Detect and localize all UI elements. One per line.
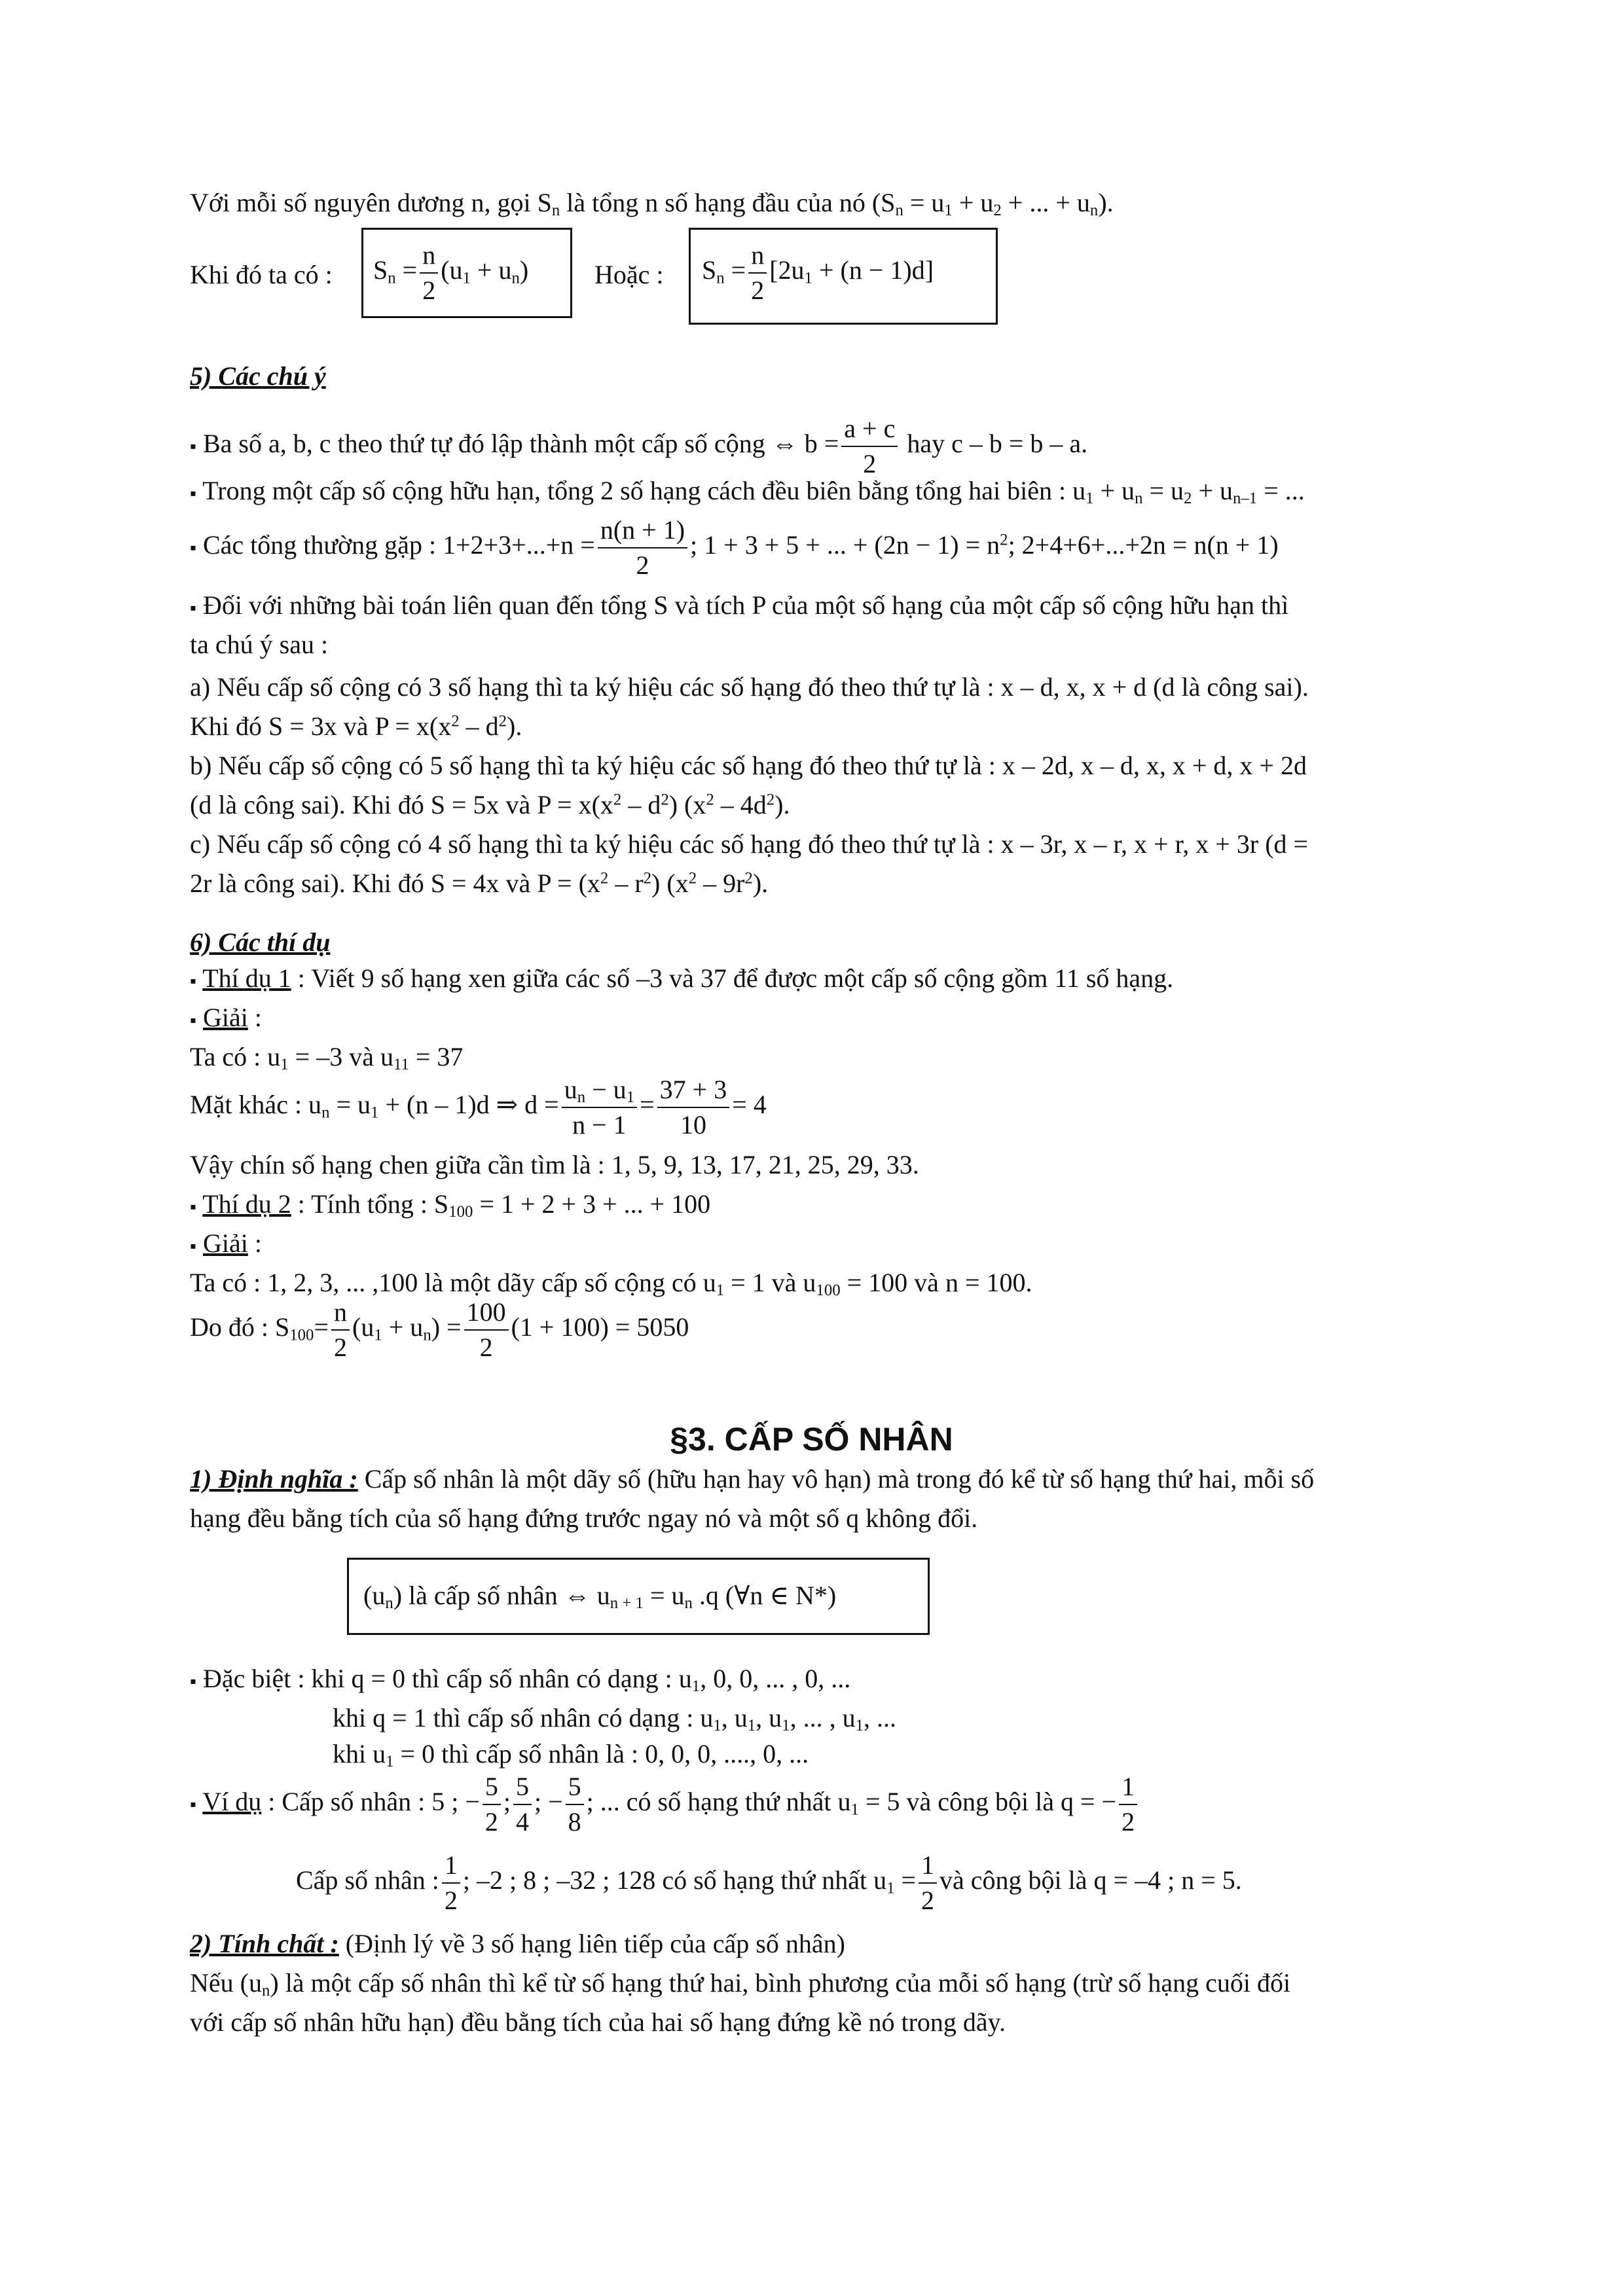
bullet-icon: ▪ xyxy=(190,598,196,619)
note-2: ▪ Trong một cấp số cộng hữu hạn, tổng 2 số hạng cách đều biên bằng tổng hai biên : $u_1 + u_n = u_2 + u_{n-1}$ = ... xyxy=(190,476,1305,508)
special-line-1: ▪ Đặc biệt : khi q = 0 thì cấp số nhân có dạng : $u_1$, 0, 0, ... , 0, ... xyxy=(190,1664,851,1696)
definition-formula: $(u_n)$ là cấp số nhân ⇔ $u_{n + 1} = u_n$ .q (∀n ∈ N*) xyxy=(363,1581,837,1613)
sum-formula-or: Hoặc : xyxy=(594,260,664,289)
sum-formula-1: $S_n$ = $\frac{n}{2}$ $(u_1 + u_n)$ xyxy=(373,240,529,305)
notes-title: 5) Các chú ý xyxy=(190,361,326,391)
sum-intro-line: Với mỗi số nguyên dương n, gọi $S_n$ là tổng n số hạng đầu của nó ($S_n = u_1 + u_2$ + ... + $u_n$). xyxy=(190,188,1114,220)
special-line-2: khi q = 1 thì cấp số nhân có dạng : $u_1$, $u_1$, $u_1$, ... , $u_1$, ... xyxy=(333,1703,896,1735)
property-title-line: 2) Tính chất : (Định lý về 3 số hạng liên tiếp của cấp số nhân) xyxy=(190,1929,845,1958)
note-4-line-1: ▪ Đối với những bài toán liên quan đến tổng S và tích P của một số hạng của một cấp số cộng hữu hạn thì xyxy=(190,590,1289,620)
sum-formula-2: $S_n$ = $\frac{n}{2}$ $[2u_1 + (n - 1)d]$ xyxy=(702,240,934,305)
bullet-icon: ▪ xyxy=(190,1236,196,1257)
bullet-icon: ▪ xyxy=(190,1795,196,1816)
example-2-prompt: ▪ Thí dụ 2 : Tính tổng : $S_{100} = 1 + 2 + 3$ + ... + 100 xyxy=(190,1189,711,1221)
example-1-prompt: ▪ Thí dụ 1 : Viết 9 số hạng xen giữa các số –3 và 37 để được một cấp số cộng gồm 11 số hạng. xyxy=(190,963,1174,993)
note-a-line-2: Khi đó S = 3x và $P = x(x^2 - d^2)$. xyxy=(190,711,522,741)
bullet-icon: ▪ xyxy=(190,1197,196,1217)
example-gp-line-1: ▪ Ví dụ : Cấp số nhân : 5 ; − $\frac{5}{2}$ ; $\frac{5}{4}$ ; − $\frac{5}{8}$ ; ... có số hạng thứ nhất $u_1 = 5$ và công bội là q = − $\frac{1}{2}$ xyxy=(190,1774,1140,1835)
note-a-line-1: a) Nếu cấp số cộng có 3 số hạng thì ta ký hiệu các số hạng đó theo thứ tự là : x – d, x, x + d (d là công sai). xyxy=(190,672,1309,702)
note-b-line-1: b) Nếu cấp số cộng có 5 số hạng thì ta ký hiệu các số hạng đó theo thứ tự là : x – 2d, x – d, x, x + d, x + 2d xyxy=(190,751,1307,780)
examples-title: 6) Các thí dụ xyxy=(190,927,331,957)
sum-formula-lead: Khi đó ta có : xyxy=(190,260,333,289)
note-b-line-2: (d là công sai). Khi đó S = 5x và $P = x(x^2 - d^2)$ $(x^2 - 4d^2)$. xyxy=(190,790,790,819)
note-1: ▪ Ba số a, b, c theo thứ tự đó lập thành một cấp số cộng ⇔ b = $\frac{a + c}{2}$ hay c – b = b – a. xyxy=(190,414,1088,478)
example-2-line-2: Do đó : $S_{100}=$ $\frac{n}{2}$ $(u_1 + u_n)$ = $\frac{100}{2}$ (1 + 100) = 5050 xyxy=(190,1297,689,1362)
definition-line-2: hạng đều bằng tích của số hạng đứng trước ngay nó và một số q không đổi. xyxy=(190,1503,978,1533)
note-4-line-2: ta chú ý sau : xyxy=(190,630,329,659)
bullet-icon: ▪ xyxy=(190,484,196,504)
note-3: ▪ Các tổng thường gặp : 1+2+3+...+n = $\frac{n(n + 1)}{2}$ ; 1 + 3 + 5 + ... + $(2n - 1) = n^2$; 2+4+6+...+2n = n(n + 1) xyxy=(190,515,1279,580)
bullet-icon: ▪ xyxy=(190,437,196,457)
example-1-line-2: Mặt khác : $u_n = u_1 + (n - 1)d$ ⇒ d = $\frac{u_n - u_1}{n - 1}$ = $\frac{37 + 3}{10}$ = 4 xyxy=(190,1075,767,1139)
bullet-icon: ▪ xyxy=(190,1672,196,1692)
example-1-solution-label: ▪ Giải : xyxy=(190,1003,262,1032)
definition-line-1: 1) Định nghĩa : Cấp số nhân là một dãy số (hữu hạn hay vô hạn) mà trong đó kể từ số hạng thứ hai, mỗi số xyxy=(190,1464,1315,1494)
example-1-line-1: Ta có : $u_1 = -3$ và $u_{11} = 37$ xyxy=(190,1042,464,1074)
example-2-line-1: Ta có : 1, 2, 3, ... ,100 là một dãy cấp số cộng có $u_1 = 1$ và $u_{100} = 100$ và n = 100. xyxy=(190,1268,1032,1300)
example-1-line-3: Vậy chín số hạng chen giữa cần tìm là : 1, 5, 9, 13, 17, 21, 25, 29, 33. xyxy=(190,1150,919,1179)
example-gp-line-2: Cấp số nhân : $\frac{1}{2}$ ; –2 ; 8 ; –32 ; 128 có số hạng thứ nhất $u_1$ = $\frac{1}{2}$ và công bội là q = –4 ; n = 5. xyxy=(296,1850,1242,1915)
note-c-line-1: c) Nếu cấp số cộng có 4 số hạng thì ta ký hiệu các số hạng đó theo thứ tự là : x – 3r, x – r, x + r, x + 3r (d = xyxy=(190,829,1309,859)
bullet-icon: ▪ xyxy=(190,538,196,559)
special-line-3: khi $u_1 = 0$ thì cấp số nhân là : 0, 0, 0, ...., 0, ... xyxy=(333,1739,809,1771)
example-2-solution-label: ▪ Giải : xyxy=(190,1229,262,1258)
bullet-icon: ▪ xyxy=(190,1011,196,1031)
property-line-2: với cấp số nhân hữu hạn) đều bằng tích của hai số hạng đứng kề nó trong dãy. xyxy=(190,2007,1006,2037)
section-heading: §3. CẤP SỐ NHÂN xyxy=(670,1421,953,1458)
property-line-1: Nếu $(u_n)$ là một cấp số nhân thì kể từ số hạng thứ hai, bình phương của mỗi số hạng (trừ số hạng cuối đối xyxy=(190,1968,1291,2000)
note-c-line-2: 2r là công sai). Khi đó S = 4x và $P = (x^2 - r^2)$ $(x^2 - 9r^2)$. xyxy=(190,869,769,898)
bullet-icon: ▪ xyxy=(190,971,196,992)
